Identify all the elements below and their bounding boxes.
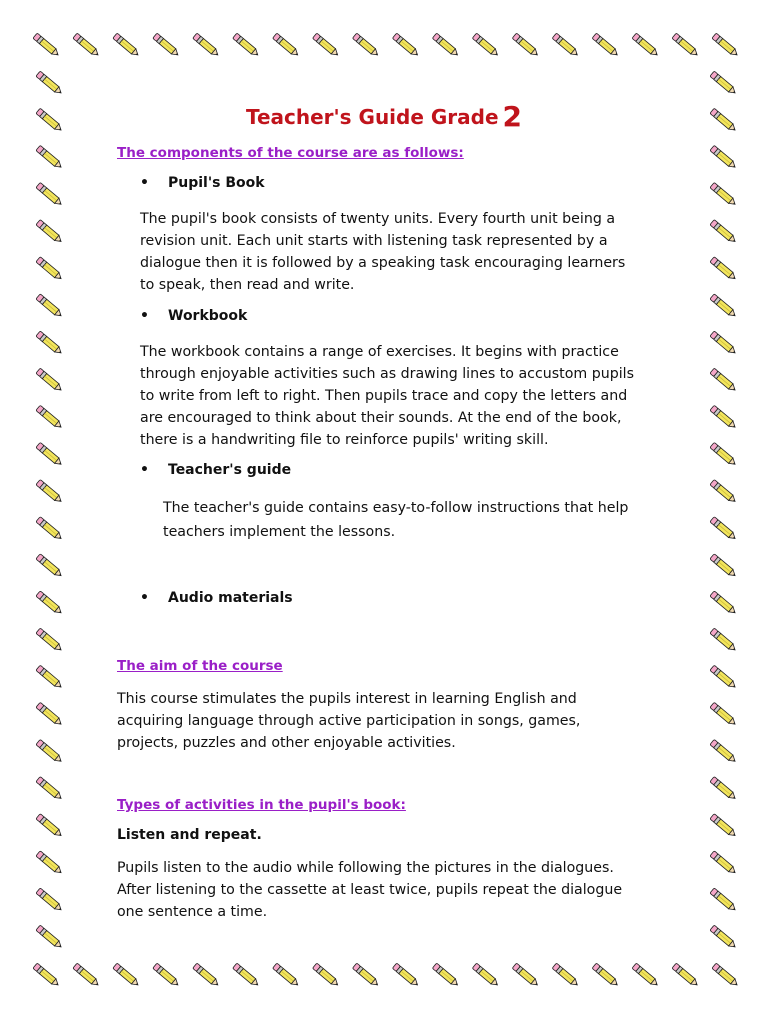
bullet-dot: •: [140, 590, 149, 606]
text-line: The teacher's guide contains easy-to-follow instructions that help: [163, 500, 629, 516]
teachers-guide-paragraph: [163, 496, 628, 544]
bullet-pupils-book: [140, 175, 265, 191]
text-line: to speak, then read and write.: [140, 277, 355, 293]
bullet-teachers-guide: [140, 462, 291, 478]
bullet-audio-materials: [140, 590, 293, 606]
activities-heading: Types of activities in the pupil's book:: [117, 797, 406, 813]
text-line: one sentence a time.: [117, 904, 268, 920]
title-grade-number: 2: [502, 100, 523, 133]
components-heading: The components of the course are as follows:: [117, 145, 464, 161]
text-line: This course stimulates the pupils interest in learning English and: [117, 691, 577, 707]
bullet-dot: •: [140, 308, 149, 324]
text-line: through enjoyable activities such as drawing lines to accustom pupils: [140, 366, 634, 382]
bullet-dot: •: [140, 175, 149, 191]
text-line: dialogue then it is followed by a speaking task encouraging learners: [140, 255, 626, 271]
bullet-workbook: [140, 308, 247, 324]
activity-title: Listen and repeat.: [117, 827, 262, 843]
workbook-paragraph: [140, 341, 634, 451]
bullet-label: Workbook: [168, 308, 248, 324]
text-line: are encouraged to think about their sounds. At the end of the book,: [140, 410, 622, 426]
activity-paragraph: [117, 857, 622, 923]
text-line: projects, puzzles and other enjoyable activities.: [117, 735, 456, 751]
text-line: revision unit. Each unit starts with listening task represented by a: [140, 233, 608, 249]
text-line: After listening to the cassette at least twice, pupils repeat the dialogue: [117, 882, 623, 898]
aim-heading: The aim of the course: [117, 658, 283, 674]
pupils-book-paragraph: [140, 208, 625, 296]
text-line: teachers implement the lessons.: [163, 524, 396, 540]
text-line: acquiring language through active participation in songs, games,: [117, 713, 581, 729]
bullet-dot: •: [140, 462, 149, 478]
text-line: Pupils listen to the audio while following the pictures in the dialogues.: [117, 860, 614, 876]
text-line: there is a handwriting file to reinforce pupils' writing skill.: [140, 432, 549, 448]
text-line: The pupil's book consists of twenty units. Every fourth unit being a: [140, 211, 616, 227]
aim-paragraph: [117, 688, 580, 754]
bullet-label: Teacher's guide: [168, 462, 292, 478]
bullet-label: Pupil's Book: [168, 175, 265, 191]
title-text: Teacher's Guide Grade: [245, 105, 499, 129]
text-line: The workbook contains a range of exercises. It begins with practice: [140, 344, 619, 360]
bullet-label: Audio materials: [168, 590, 293, 606]
text-line: to write from left to right. Then pupils trace and copy the letters and: [140, 388, 628, 404]
page-title: [0, 98, 768, 131]
